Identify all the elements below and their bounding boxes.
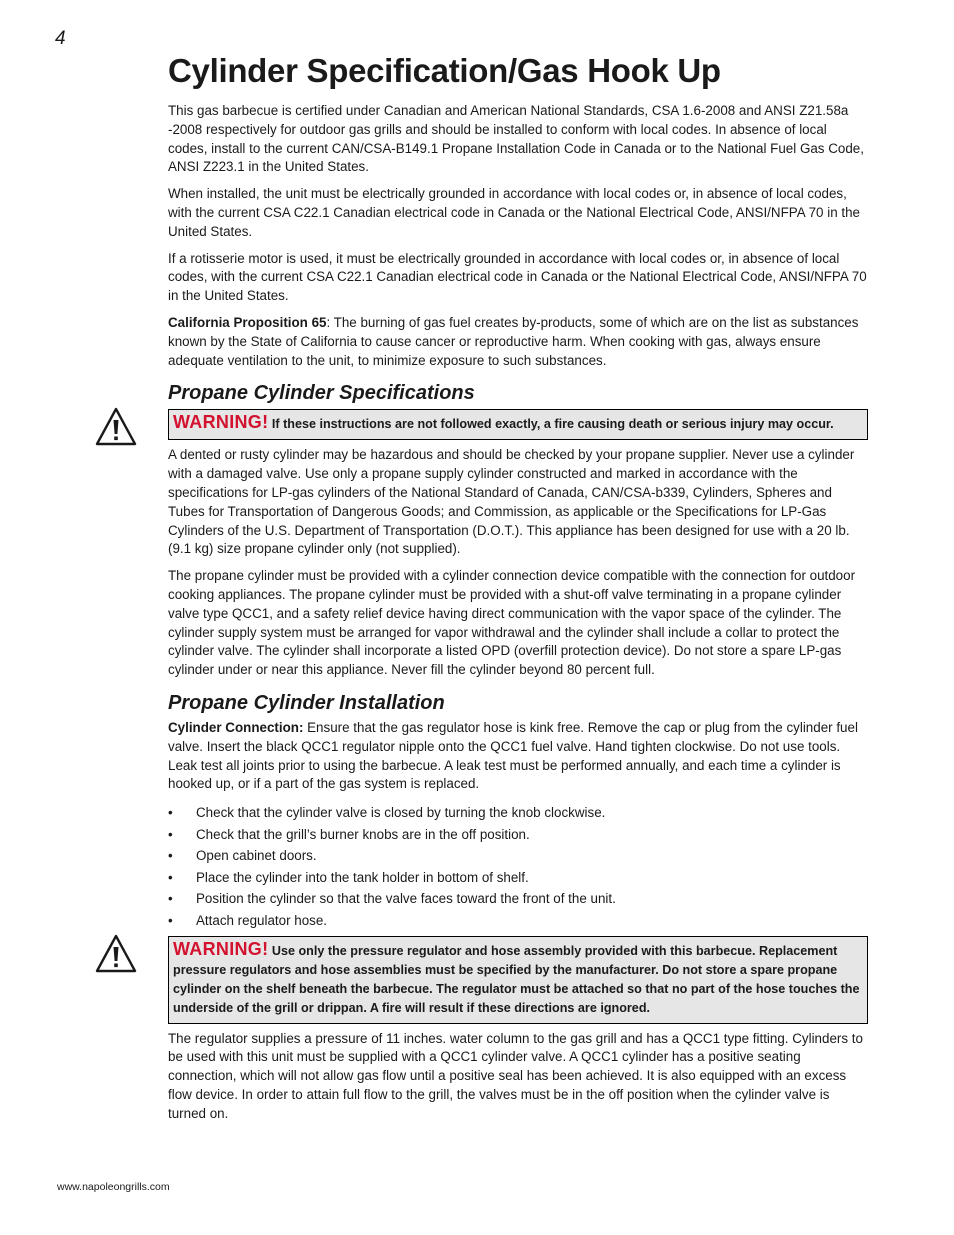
list-item-text: Open cabinet doors. [196, 848, 317, 864]
intro-paragraph-1: This gas barbecue is certified under Canadian and American National Standards, CSA 1.6-2008 and ANSI Z21.58a -2008 respectively for outdoor gas grills and should be installed to conform with local codes. In absence of local codes, install to the current CAN/CSA-B149.1 Propane Installation Code in Canada or to the National Fuel Gas Code, ANSI Z223.1 in the United States. [168, 103, 864, 175]
spec-warning-box [168, 409, 868, 440]
spec-paragraph-2: The propane cylinder must be provided with a cylinder connection device compatible with the connection for outdoor cooking appliances. The propane cylinder must be provided with a shut-off valve terminating in a propane cylinder valve type QCC1, and a safety relief device having direct communication with the vapor space of the cylinder. The cylinder supply system must be arranged for vapor withdrawal and the cylinder shall include a collar to protect the cylinder valve. The cylinder shall incorporate a listed OPD (overfill protection device). Do not store a spare LP-gas cylinder under or near this appliance. Never fill the cylinder beyond 80 percent full. [168, 568, 856, 678]
warning-label: WARNING! [173, 938, 269, 959]
list-item [168, 845, 868, 867]
bullet: • [168, 869, 173, 885]
list-item-text: Place the cylinder into the tank holder in bottom of shelf. [196, 869, 529, 885]
page-content [168, 52, 868, 1132]
intro-paragraph-3: If a rotisserie motor is used, it must be electrically grounded in accordance with local codes or, in absence of local codes, with the current CSA C22.1 Canadian electrical code in Canada or the National Electrical Code, ANSI/NFPA 70 in the United States. [168, 250, 867, 304]
spec-section-heading: Propane Cylinder Specifications [168, 382, 475, 405]
list-item [168, 802, 868, 824]
footer-url: www.napoleongrills.com [57, 1181, 170, 1193]
connection-paragraph [168, 719, 868, 794]
list-item [168, 910, 868, 932]
bullet: • [168, 805, 173, 821]
warning-text: Use only the pressure regulator and hose assembly provided with this barbecue. Replacement pressure regulators and hose assemblies must be specified by the manufacturer. Do not store a spare propane cylinder on the shelf beneath the barbecue. The regulator must be attached so that no part of the hose touches the underside of the grill or drippan. A fire will result if these directions are ignored. [173, 943, 860, 1015]
warning-triangle-icon [95, 406, 137, 448]
list-item-text: Check that the grill’s burner knobs are in the off position. [196, 826, 530, 842]
page-title: Cylinder Specification/Gas Hook Up [168, 52, 721, 89]
spec-paragraph-1: A dented or rusty cylinder may be hazardous and should be checked by your propane supplier. Never use a cylinder with a damaged valve. Use only a propane supply cylinder constructed and marked in accordance with the specifications for LP-gas cylinders of the National Standard of Canada, CAN/CSA-b339, Cylinders, Spheres and Tubes for Transportation of Dangerous Goods; and Commission, as applicable or the Specifications for LP-Gas Cylinders of the U.S. Department of Transportation (D.O.T.). This appliance has been designed for use with a 20 lb. (9.1 kg) size propane cylinder only (not supplied). [168, 447, 855, 557]
install-section-heading: Propane Cylinder Installation [168, 691, 445, 714]
prop65-label: California Proposition 65 [168, 314, 327, 330]
list-item-text: Check that the cylinder valve is closed by turning the knob clockwise. [196, 805, 606, 821]
list-item [168, 888, 868, 910]
list-item-text: Position the cylinder so that the valve faces toward the front of the unit. [196, 891, 616, 907]
prop65-text: : The burning of gas fuel creates by-products, some of which are on the list as substances known by the State of California to cause cancer or reproductive harm. When cooking with gas, always ensure adequate ventilation to the unit, to minimize exposure to such substances. [168, 314, 859, 368]
warning-triangle-icon [95, 933, 137, 975]
bullet: • [168, 913, 173, 929]
bullet: • [168, 826, 173, 842]
intro-paragraph-2: When installed, the unit must be electrically grounded in accordance with local codes or, in absence of local codes, with the current CSA C22.1 Canadian electrical code in Canada or the National Electrical Code, ANSI/NFPA 70 in the United States. [168, 186, 860, 239]
bullet: • [168, 848, 173, 864]
connection-text: Ensure that the gas regulator hose is kink free. Remove the cap or plug from the cylinder fuel valve. Insert the black QCC1 regulator nipple onto the QCC1 fuel valve. Hand tighten clockwise. Do not use tools. Leak test all joints prior to using the barbecue. A leak test must be performed annually, and each time a cylinder is hooked up, or if a part of the gas system is replaced. [168, 719, 858, 792]
list-item [168, 867, 868, 889]
warning-label: WARNING! [173, 412, 269, 433]
prop65-paragraph [168, 314, 868, 370]
list-item-text: Attach regulator hose. [196, 913, 328, 929]
page-number: 4 [55, 28, 66, 49]
connection-label: Cylinder Connection: [168, 719, 304, 735]
install-warning-box [168, 936, 868, 1024]
list-item [168, 824, 868, 846]
install-steps-list [168, 802, 868, 932]
bullet: • [168, 891, 173, 907]
warning-text: If these instructions are not followed exactly, a fire causing death or serious injury may occur. [268, 417, 834, 432]
closing-paragraph: The regulator supplies a pressure of 11 inches. water column to the gas grill and has a QCC1 type fitting. Cylinders to be used with this unit must be supplied with a QCC1 cylinder valve. A QCC1 cylinder has a positive seating connection, which will not allow gas flow until a positive seal has been achieved. It is also equipped with an excess flow device. In order to attain full flow to the grill, the valves must be in the off position when the cylinder valve is turned on. [168, 1030, 863, 1121]
